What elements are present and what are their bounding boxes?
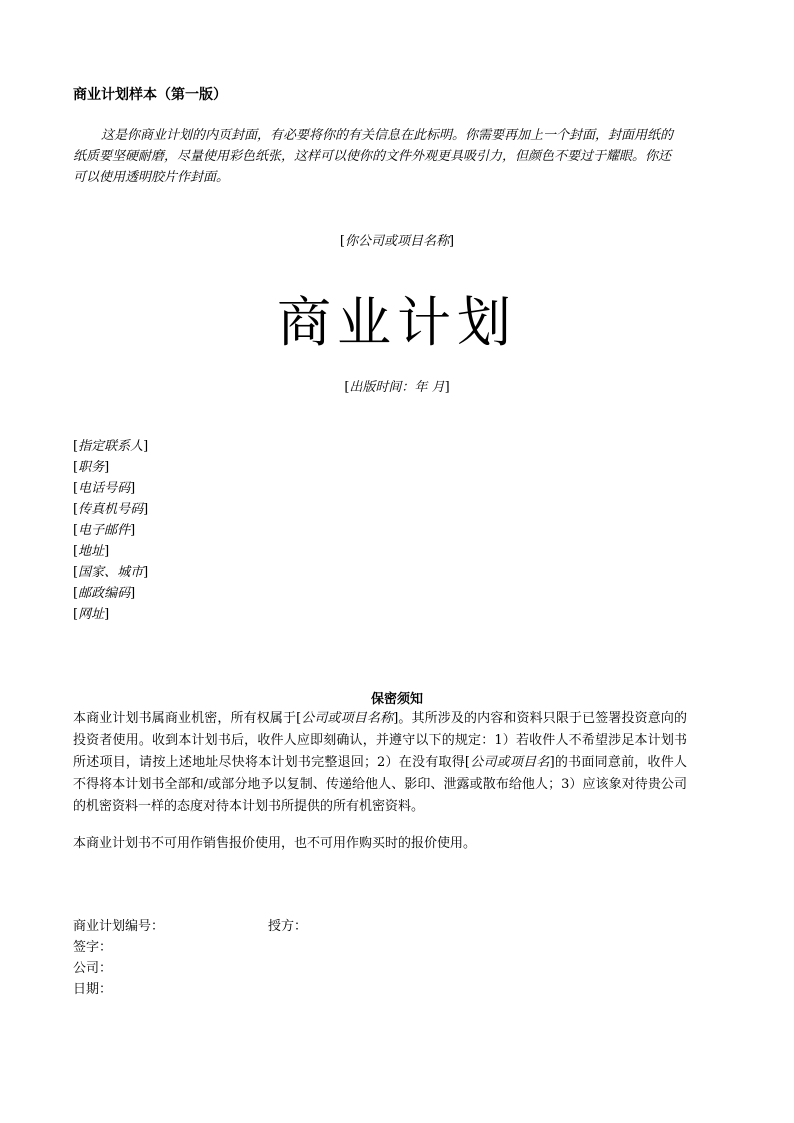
contact-item: [传真机号码] — [73, 502, 149, 517]
company-name-placeholder: [你公司或项目名称] — [339, 234, 455, 249]
intro-paragraph: 这是你商业计划的内页封面，有必要将你的有关信息在此标明。你需要再加上一个封面，封面用纸的纸质要坚硬耐磨，尽量使用彩色纸张，这样可以使你的文件外观更具吸引力，但颜色不要过于耀眼。你还可以使用透明胶片作封面。 — [73, 128, 674, 185]
contact-list — [73, 436, 148, 625]
company-name-text: 你公司或项目名称 — [344, 234, 449, 249]
contact-item: [网址] — [73, 607, 110, 622]
signature-block — [73, 916, 164, 1000]
cover-main-title: 商业计划 — [277, 291, 517, 354]
date-label: 日期： — [73, 982, 113, 997]
contact-item: [电子邮件] — [73, 523, 136, 538]
publish-date-placeholder: [出版时间：年 月] — [344, 380, 450, 395]
publish-date-text: 出版时间：年 月 — [349, 380, 445, 395]
company-label: 公司： — [73, 961, 113, 976]
confidentiality-paragraph: 本商业计划书属商业机密，所有权属于[公司或项目名称]。其所涉及的内容和资料只限于已签署投资意向的投资者使用。收到本计划书后，收件人应即刻确认，并遵守以下的规定：1）若收件人不希望涉足本计划书所述项目，请按上述地址尽快将本计划书完整退回；2）在没有取得[公司或项目名]的书面同意前，收件人不得将本计划书全部和/或部分地予以复制、传递给他人、影印、泄露或散布给他人；3）应该象对待贵公司的机密资料一样的态度对待本计划书所提供的所有机密资料。 — [73, 711, 687, 814]
sign-label: 签字： — [73, 940, 113, 955]
company-name-inline: 公司或项目名称 — [301, 711, 394, 726]
grantee-label: 授方： — [268, 919, 308, 934]
contact-item: [地址] — [73, 544, 110, 559]
confidentiality-title: 保密须知 — [370, 692, 423, 707]
contact-item: [电话号码] — [73, 481, 136, 496]
contact-item: [邮政编码] — [73, 586, 136, 601]
contact-item: [职务] — [73, 460, 110, 475]
contact-item: [国家、城市] — [73, 565, 149, 580]
company-name-inline: 公司或项目名 — [470, 755, 550, 770]
plan-number-label: 商业计划编号： — [73, 919, 165, 934]
usage-note: 本商业计划书不可用作销售报价使用，也不可用作购买时的报价使用。 — [73, 836, 477, 851]
document-title: 商业计划样本（第一版） — [73, 87, 227, 103]
contact-item: [指定联系人] — [73, 439, 149, 454]
